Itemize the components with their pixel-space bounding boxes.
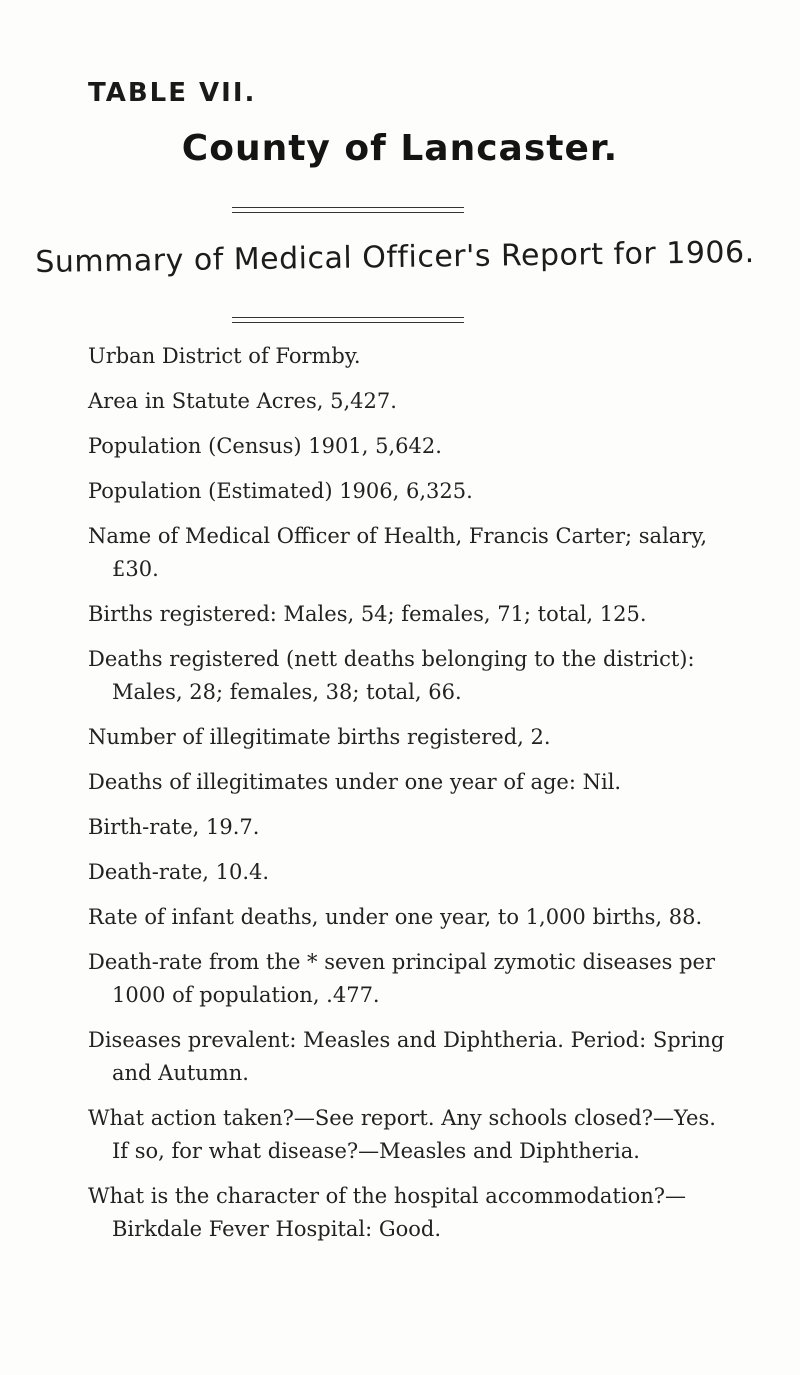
zymotic-rate-line: Death-rate from the * seven principal zymotic diseases per 1000 of population, .477. bbox=[88, 950, 716, 1007]
deaths-line: Deaths registered (nett deaths belonging to the district): Males, 28; females, 38; total, 66. bbox=[88, 647, 695, 704]
summary-title: Summary of Medical Officer's Report for 1906. bbox=[35, 234, 755, 281]
illegitimate-deaths-line: Deaths of illegitimates under one year of age: Nil. bbox=[88, 770, 622, 794]
table-label: TABLE VII. bbox=[88, 78, 257, 108]
divider-rule bbox=[232, 212, 464, 213]
infant-deaths-line: Rate of infant deaths, under one year, to 1,000 births, 88. bbox=[88, 905, 703, 929]
divider-rule bbox=[232, 207, 464, 208]
death-rate-line: Death-rate, 10.4. bbox=[88, 860, 270, 884]
population-estimated-line: Population (Estimated) 1906, 6,325. bbox=[88, 479, 473, 503]
medical-officer-line: Name of Medical Officer of Health, Francis Carter; salary, £30. bbox=[88, 524, 708, 581]
divider-rule bbox=[232, 317, 464, 318]
area-line: Area in Statute Acres, 5,427. bbox=[88, 389, 397, 413]
report-body bbox=[88, 340, 738, 1258]
county-title: County of Lancaster. bbox=[181, 128, 619, 169]
diseases-prevalent-line: Diseases prevalent: Measles and Diphtheria. Period: Spring and Autumn. bbox=[88, 1028, 725, 1085]
population-census-line: Population (Census) 1901, 5,642. bbox=[88, 434, 442, 458]
district-line: Urban District of Formby. bbox=[88, 344, 361, 368]
illegitimate-births-line: Number of illegitimate births registered, 2. bbox=[88, 725, 551, 749]
hospital-line: What is the character of the hospital accommodation?—Birkdale Fever Hospital: Good. bbox=[88, 1184, 686, 1241]
birth-rate-line: Birth-rate, 19.7. bbox=[88, 815, 260, 839]
births-line: Births registered: Males, 54; females, 71; total, 125. bbox=[88, 602, 647, 626]
divider-rule bbox=[232, 322, 464, 323]
action-taken-line: What action taken?—See report. Any schools closed?—Yes. If so, for what disease?—Measles and Diphtheria. bbox=[88, 1106, 716, 1163]
